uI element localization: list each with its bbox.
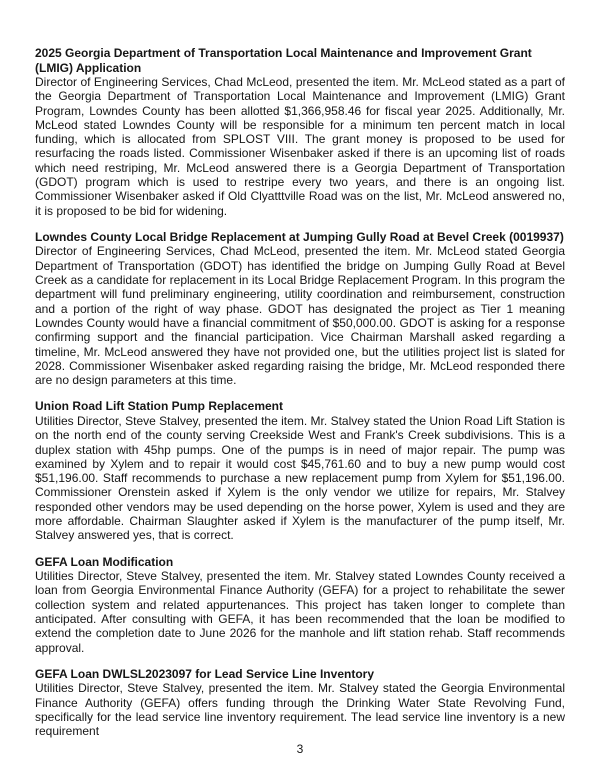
section-body: Director of Engineering Services, Chad McLeod, presented the item. Mr. McLeod stated as a part of the Georgia Department of Transportation Local Maintenance and Improvement (LMIG) Grant Program, Lowndes County has been allotted $1,366,958.46 for fiscal year 2025. Additionally, Mr. McLeod stated Lowndes County will be responsible for a minimum ten percent match in local funding, which is allocated from SPLOST VIII. The grant money is proposed to be used for resurfacing the roads listed. Commissioner Wisenbaker asked if there is an upcoming list of roads which need restriping, Mr. McLeod answered there is a Georgia Department of Transportation (GDOT) program which is used to restripe every two years, and there is an ongoing list. Commissioner Wisenbaker asked if Old Clyatttville Road was on the list, Mr. McLeod answered no, it is proposed to be bid for widening. <box>35 75 565 218</box>
section-body: Director of Engineering Services, Chad McLeod, presented the item. Mr. McLeod stated Georgia Department of Transportation (GDOT) has identified the bridge on Jumping Gully Road at Bevel Creek as a candidate for replacement in its Local Bridge Replacement Program. In this program the department will fund preliminary engineering, utility coordination and reimbursement, construction and a portion of the right of way phase. GDOT has designated the project as Tier 1 meaning Lowndes County would have a financial commitment of $50,000.00. GDOT is asking for a response confirming support and the financial participation. Vice Chairman Marshall asked regarding a timeline, Mr. McLeod answered they have not provided one, but the utilities project list is slated for 2028. Commissioner Wisenbaker asked regarding raising the bridge, Mr. McLeod responded there are no design parameters at this time. <box>35 244 565 388</box>
section-pump-replacement <box>35 399 565 542</box>
page-number: 3 <box>296 741 304 756</box>
section-bridge-replacement <box>35 230 565 387</box>
section-heading: Union Road Lift Station Pump Replacement <box>35 399 284 414</box>
section-heading: Lowndes County Local Bridge Replacement at Jumping Gully Road at Bevel Creek (0019937) <box>35 229 564 244</box>
section-heading: GEFA Loan Modification <box>35 554 174 569</box>
section-heading: 2025 Georgia Department of Transportation Local Maintenance and Improvement Grant (LMIG) Application <box>35 46 532 75</box>
section-body: Utilities Director, Steve Stalvey, presented the item. Mr. Stalvey stated the Georgia Environmental Finance Authority (GEFA) offers funding through the Drinking Water State Revolving Fund, specifically for the lead service line inventory requirement. The lead service line inventory is a new requirement <box>35 681 565 739</box>
section-lmig-application <box>35 46 565 218</box>
section-gefa-lead-service-line <box>35 667 565 739</box>
section-body: Utilities Director, Steve Stalvey, presented the item. Mr. Stalvey stated Lowndes County received a loan from Georgia Environmental Finance Authority (GEFA) for a project to rehabilitate the sewer collection system and related appurtenances. This project has taken longer to complete than anticipated. After consulting with GEFA, it has been recommended that the loan be modified to extend the completion date to June 2026 for the manhole and lift station rehab. Staff recommends approval. <box>35 569 565 655</box>
section-body: Utilities Director, Steve Stalvey, presented the item. Mr. Stalvey stated the Union Road Lift Station is on the north end of the county serving Creekside West and Frank's Creek subdivisions. This is a duplex station with 45hp pumps. One of the pumps is in need of major repair. The pump was examined by Xylem and to repair it would cost $45,761.60 and to buy a new pump would cost $51,196.00. Staff recommends to purchase a new replacement pump from Xylem for $51,196.00. Commissioner Orenstein asked if Xylem is the only vendor we utilize for repairs, Mr. Stalvey responded other vendors may be used depending on the horse power, Xylem is used and they are more affordable. Chairman Slaughter asked if Xylem is the manufacturer of the pump itself, Mr. Stalvey answered yes, that is correct. <box>35 413 565 543</box>
section-gefa-loan-modification <box>35 555 565 655</box>
section-heading: GEFA Loan DWLSL2023097 for Lead Service Line Inventory <box>35 666 374 681</box>
